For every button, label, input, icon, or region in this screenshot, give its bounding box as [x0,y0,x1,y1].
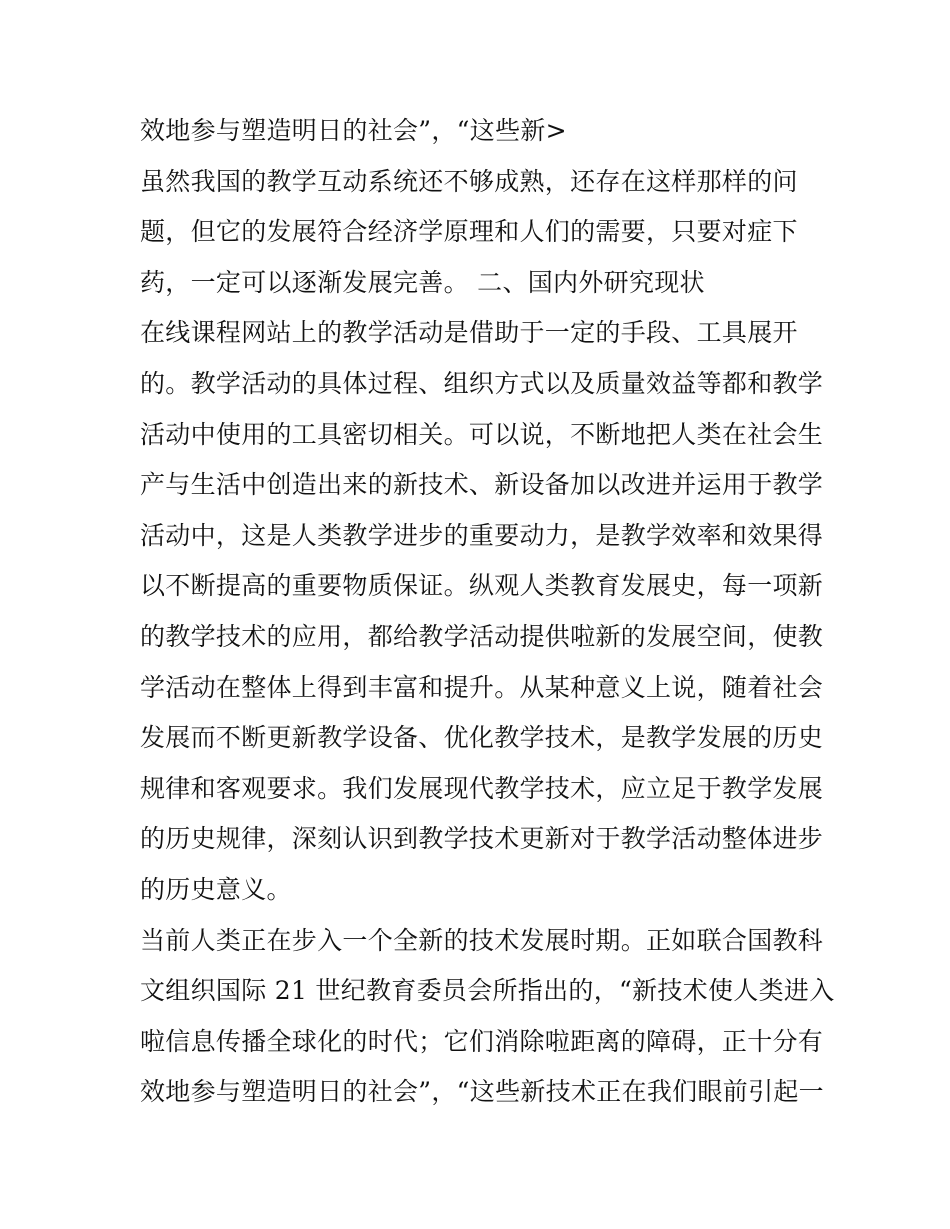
text-line: 活动中使用的工具密切相关。可以说，不断地把人类在社会生 [140,419,824,449]
text-line: 的历史规律，深刻认识到教学技术更新对于教学活动整体进步 [140,824,824,854]
text-line: 产与生活中创造出来的新技术、新设备加以改进并运用于教学 [140,470,824,500]
text-line: 效地参与塑造明日的社会”，“这些新> [140,116,567,145]
text-line: 规律和客观要求。我们发展现代教学技术，应立足于教学发展 [140,773,824,803]
body-text [140,106,835,1118]
text-line: 啦信息传播全球化的时代；它们消除啦距离的障碍，正十分有 [140,1026,824,1056]
text-line: 虽然我国的教学互动系统还不够成熟，还存在这样那样的问 [140,166,798,196]
text-line: 的教学技术的应用，都给教学活动提供啦新的发展空间，使教 [140,621,824,651]
text-line: 在线课程网站上的教学活动是借助于一定的手段、工具展开 [140,318,798,348]
text-line: 效地参与塑造明日的社会”，“这些新技术正在我们眼前引起一 [140,1077,824,1107]
text-line: 当前人类正在步入一个全新的技术发展时期。正如联合国教科 [140,925,824,955]
text-line: 药，一定可以逐渐发展完善。 二、国内外研究现状 [140,267,705,297]
text-line: 发展而不断更新教学设备、优化教学技术，是教学发展的历史 [140,723,824,753]
text-line: 学活动在整体上得到丰富和提升。从某种意义上说，随着社会 [140,672,824,702]
text-line: 的历史意义。 [140,874,292,904]
text-line: 以不断提高的重要物质保证。纵观人类教育发展史，每一项新 [140,571,824,601]
text-line: 活动中，这是人类教学进步的重要动力，是教学效率和效果得 [140,520,824,550]
text-line: 的。教学活动的具体过程、组织方式以及质量效益等都和教学 [140,368,824,398]
text-line: 文组织国际 21 世纪教育委员会所指出的，“新技术使人类进入 [140,976,835,1006]
text-line: 题，但它的发展符合经济学原理和人们的需要，只要对症下 [140,217,798,247]
